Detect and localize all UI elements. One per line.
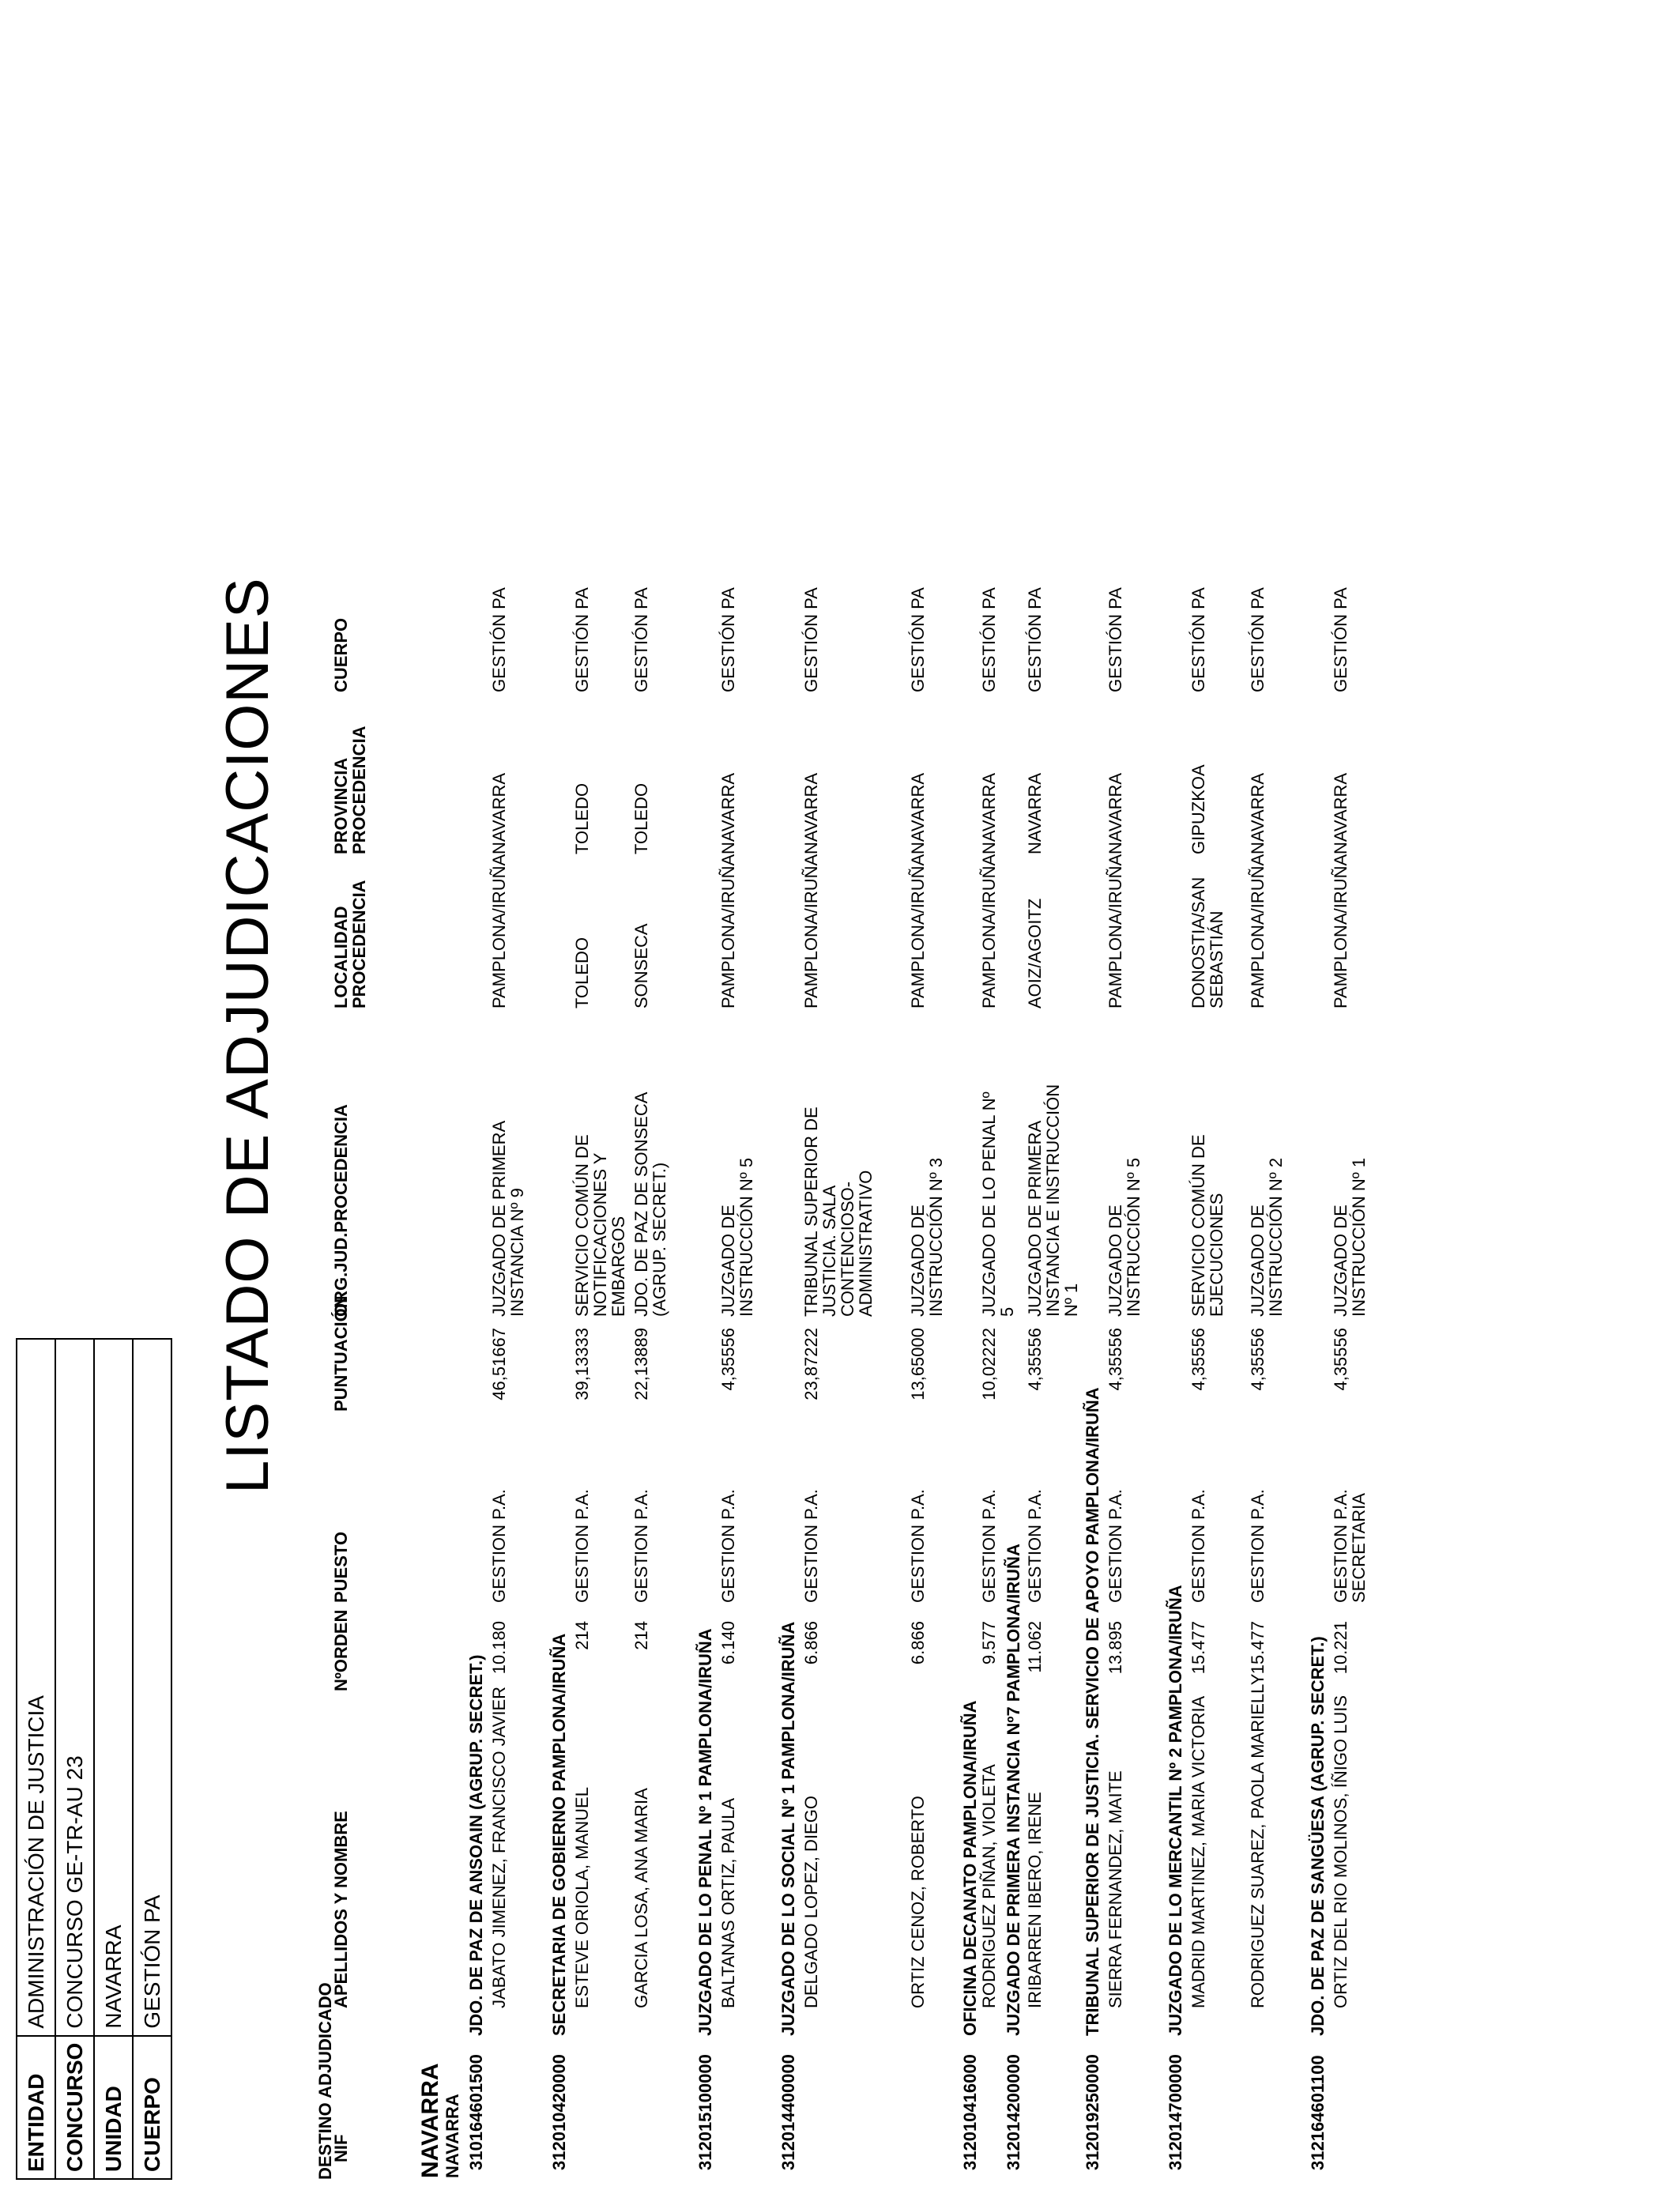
cell-provincia: NAVARRA — [1025, 772, 1045, 854]
cell-cuerpo: GESTIÓN PA — [1248, 587, 1268, 692]
group-header — [778, 1622, 799, 2170]
info-row-unidad — [94, 1339, 133, 2179]
cell-nombre: GARCIA LOSA, ANA MARIA — [631, 1788, 651, 2008]
cell-org: TRIBUNAL SUPERIOR DE JUSTICIA. SALA CONTENCIOSO-ADMINISTRATIVO — [801, 1106, 876, 1317]
cell-provincia: NAVARRA — [1106, 772, 1125, 854]
cell-provincia: NAVARRA — [801, 772, 821, 854]
info-row-concurso — [55, 1339, 94, 2179]
cell-localidad: PAMPLONA/IRUÑA — [489, 854, 509, 1008]
cell-localidad: PAMPLONA/IRUÑA — [718, 854, 738, 1008]
cell-puesto: GESTION P.A. SECRETARIA — [1331, 1489, 1369, 1603]
cell-puesto: GESTION P.A. — [489, 1489, 509, 1603]
group-name: SECRETARIA DE GOBIERNO PAMPLONA/IRUÑA — [549, 1633, 569, 2036]
group-header — [1308, 1636, 1328, 2170]
cell-localidad: PAMPLONA/IRUÑA — [979, 854, 999, 1008]
cell-cuerpo: GESTIÓN PA — [801, 587, 821, 692]
cell-nombre: RODRIGUEZ PIÑAN, VIOLETA — [979, 1764, 999, 2008]
cell-cuerpo: GESTIÓN PA — [1331, 587, 1350, 692]
cell-org: JUZGADO DE INSTRUCCIÓN Nº 1 — [1331, 1157, 1369, 1317]
info-value: CONCURSO GE-TR-AU 23 — [55, 1339, 94, 2036]
cell-localidad: PAMPLONA/IRUÑA — [908, 854, 928, 1008]
header-destino: DESTINO ADJUDICADO — [315, 1982, 335, 2180]
cell-puesto: GESTION P.A. — [908, 1489, 928, 1603]
header-nif: NIF — [331, 2134, 351, 2162]
cell-cuerpo: GESTIÓN PA — [1106, 587, 1125, 692]
cell-orden: 13.895 — [1106, 1621, 1125, 1675]
group-nif: 310164601500 — [466, 2054, 486, 2170]
cell-provincia: TOLEDO — [572, 782, 592, 854]
cell-org: SERVICIO COMÚN DE NOTIFICACIONES Y EMBARGOS — [572, 1134, 629, 1317]
cell-orden: 6.866 — [801, 1621, 821, 1665]
group-name: JUZGADO DE LO PENAL Nº 1 PAMPLONA/IRUÑA — [695, 1628, 715, 2036]
cell-provincia: NAVARRA — [1248, 772, 1268, 854]
cell-org: JUZGADO DE PRIMERA INSTANCIA Nº 9 — [489, 1122, 528, 1317]
group-nif: 312014400000 — [778, 2054, 798, 2170]
header-cuerpo: CUERPO — [331, 617, 351, 692]
group-nif: 312014200000 — [1004, 2054, 1023, 2170]
cell-provincia: TOLEDO — [631, 782, 651, 854]
cell-puesto: GESTION P.A. — [1248, 1489, 1268, 1603]
info-value: NAVARRA — [94, 1339, 133, 2036]
cell-orden: 10.221 — [1331, 1621, 1350, 1675]
group-header — [466, 1655, 487, 2170]
region-subtitle: NAVARRA — [443, 2094, 462, 2178]
cell-puntuacion: 4,35556 — [1188, 1328, 1208, 1391]
info-value: ADMINISTRACIÓN DE JUSTICIA — [17, 1339, 55, 2036]
group-header — [549, 1634, 570, 2170]
cell-nombre: DELGADO LOPEZ, DIEGO — [801, 1796, 821, 2008]
cell-org: JUZGADO DE PRIMERA INSTANCIA E INSTRUCCIÓN Nº 1 — [1025, 1084, 1082, 1317]
info-row-entidad — [17, 1339, 55, 2179]
header-nombre: APELLIDOS Y NOMBRE — [331, 1811, 351, 2008]
group-nif: 312010416000 — [960, 2054, 980, 2170]
cell-puntuacion: 23,87222 — [801, 1328, 821, 1400]
cell-localidad: TOLEDO — [572, 937, 592, 1008]
cell-cuerpo: GESTIÓN PA — [489, 587, 509, 692]
group-nif: 312014700000 — [1166, 2054, 1185, 2170]
cell-orden: 15.477 — [1248, 1621, 1268, 1675]
region-title: NAVARRA — [417, 2063, 443, 2178]
group-name: JUZGADO DE PRIMERA INSTANCIA Nº7 PAMPLONA/IRUÑA — [1004, 1544, 1023, 2036]
group-header — [1166, 1585, 1186, 2170]
cell-orden: 214 — [631, 1621, 651, 1650]
cell-puntuacion: 13,65000 — [908, 1328, 928, 1400]
group-name: JDO. DE PAZ DE SANGÜESA (AGRUP. SECRET.) — [1308, 1636, 1328, 2036]
cell-orden: 15.477 — [1188, 1621, 1208, 1675]
cell-localidad: PAMPLONA/IRUÑA — [801, 854, 821, 1008]
cell-nombre: RODRIGUEZ SUAREZ, PAOLA MARIELLY — [1248, 1673, 1268, 2008]
cell-puntuacion: 10,02222 — [979, 1328, 999, 1400]
cell-cuerpo: GESTIÓN PA — [718, 587, 738, 692]
cell-puesto: GESTION P.A. — [1025, 1489, 1045, 1603]
header-provincia: PROVINCIA PROCEDENCIA — [331, 726, 370, 854]
cell-orden: 10.180 — [489, 1621, 509, 1675]
group-header — [1083, 1387, 1103, 2170]
cell-nombre: ESTEVE ORIOLA, MANUEL — [572, 1787, 592, 2008]
cell-cuerpo: GESTIÓN PA — [572, 587, 592, 692]
cell-orden: 11.062 — [1025, 1621, 1045, 1673]
cell-cuerpo: GESTIÓN PA — [1188, 587, 1208, 692]
cell-puntuacion: 39,13333 — [572, 1328, 592, 1400]
cell-org: JUZGADO DE LO PENAL Nº 5 — [979, 1091, 1018, 1317]
cell-orden: 6.140 — [718, 1621, 738, 1665]
cell-nombre: ORTIZ DEL RIO MOLINOS, ÍÑIGO LUIS — [1331, 1695, 1350, 2008]
cell-puesto: GESTION P.A. — [718, 1489, 738, 1603]
cell-puesto: GESTION P.A. — [631, 1489, 651, 1603]
group-name: JUZGADO DE LO SOCIAL Nº 1 PAMPLONA/IRUÑA — [778, 1621, 798, 2036]
cell-localidad: PAMPLONA/IRUÑA — [1248, 854, 1268, 1008]
cell-orden: 214 — [572, 1621, 592, 1650]
cell-nombre: IRIBARREN IBERO, IRENE — [1025, 1792, 1045, 2008]
cell-puntuacion: 4,35556 — [1331, 1328, 1350, 1391]
cell-orden: 6.866 — [908, 1621, 928, 1665]
header-puesto: PUESTO — [331, 1531, 351, 1603]
cell-cuerpo: GESTIÓN PA — [908, 587, 928, 692]
info-box — [16, 1338, 172, 2180]
group-header — [960, 1700, 981, 2170]
info-key: CUERPO — [133, 2036, 171, 2179]
cell-cuerpo: GESTIÓN PA — [979, 587, 999, 692]
cell-puntuacion: 4,35556 — [1106, 1328, 1125, 1391]
cell-puesto: GESTION P.A. — [572, 1489, 592, 1603]
cell-localidad: PAMPLONA/IRUÑA — [1331, 854, 1350, 1008]
header-localidad: LOCALIDAD PROCEDENCIA — [331, 880, 370, 1008]
cell-puesto: GESTION P.A. — [1188, 1489, 1208, 1603]
cell-nombre: SIERRA FERNANDEZ, MAITE — [1106, 1770, 1125, 2008]
cell-localidad: PAMPLONA/IRUÑA — [1106, 854, 1125, 1008]
cell-puntuacion: 22,13889 — [631, 1328, 651, 1400]
group-nif: 312019250000 — [1083, 2054, 1102, 2170]
cell-nombre: MADRID MARTINEZ, MARIA VICTORIA — [1188, 1695, 1208, 2008]
cell-localidad: AOIZ/AGOITZ — [1025, 898, 1045, 1008]
info-value: GESTIÓN PA — [133, 1339, 171, 2036]
group-name: JDO. DE PAZ DE ANSOAIN (AGRUP. SECRET.) — [466, 1654, 486, 2036]
cell-puntuacion: 4,35556 — [1248, 1328, 1268, 1391]
cell-puntuacion: 4,35556 — [1025, 1328, 1045, 1391]
cell-cuerpo: GESTIÓN PA — [631, 587, 651, 692]
info-key: CONCURSO — [55, 2036, 94, 2179]
cell-nombre: ORTIZ CENOZ, ROBERTO — [908, 1796, 928, 2008]
cell-provincia: GIPUZKOA — [1188, 764, 1208, 854]
group-nif: 312010420000 — [549, 2054, 569, 2170]
group-header — [695, 1628, 716, 2170]
cell-provincia: NAVARRA — [908, 772, 928, 854]
cell-puntuacion: 46,51667 — [489, 1328, 509, 1400]
group-nif: 312164601100 — [1308, 2055, 1328, 2170]
cell-puesto: GESTION P.A. — [979, 1489, 999, 1603]
cell-localidad: SONSECA — [631, 923, 651, 1008]
cell-cuerpo: GESTIÓN PA — [1025, 587, 1045, 692]
info-key: ENTIDAD — [17, 2036, 55, 2179]
cell-org: JUZGADO DE INSTRUCCIÓN Nº 3 — [908, 1157, 947, 1317]
header-org: ORG.JUD.PROCEDENCIA — [331, 1104, 351, 1317]
cell-provincia: NAVARRA — [489, 772, 509, 854]
header-orden: NºORDEN — [331, 1609, 351, 1691]
group-name: JUZGADO DE LO MERCANTIL Nº 2 PAMPLONA/IRUÑA — [1166, 1585, 1185, 2036]
group-header — [1004, 1544, 1024, 2170]
cell-provincia: NAVARRA — [718, 772, 738, 854]
info-key: UNIDAD — [94, 2036, 133, 2179]
cell-org: JUZGADO DE INSTRUCCIÓN Nº 5 — [1106, 1157, 1144, 1317]
cell-puesto: GESTION P.A. — [801, 1489, 821, 1603]
cell-nombre: JABATO JIMENEZ, FRANCISCO JAVIER — [489, 1686, 509, 2008]
cell-nombre: BALTANAS ORTIZ, PAULA — [718, 1797, 738, 2008]
document-title: LISTADO DE ADJUDICACIONES — [214, 577, 281, 1494]
cell-provincia: NAVARRA — [979, 772, 999, 854]
cell-puesto: GESTION P.A. — [1106, 1489, 1125, 1603]
cell-provincia: NAVARRA — [1331, 772, 1350, 854]
group-nif: 312015100000 — [695, 2054, 715, 2170]
cell-orden: 9.577 — [979, 1621, 999, 1665]
info-row-cuerpo — [133, 1339, 171, 2179]
cell-puntuacion: 4,35556 — [718, 1328, 738, 1391]
header-puntuacion: PUNTUACIÓN — [331, 1295, 351, 1412]
cell-org: JDO. DE PAZ DE SONSECA (AGRUP. SECRET.) — [631, 1092, 670, 1317]
group-name: TRIBUNAL SUPERIOR DE JUSTICIA. SERVICIO DE APOYO PAMPLONA/IRUÑA — [1083, 1387, 1102, 2036]
cell-org: SERVICIO COMÚN DE EJECUCIONES — [1188, 1134, 1227, 1317]
cell-org: JUZGADO DE INSTRUCCIÓN Nº 5 — [718, 1157, 757, 1317]
group-name: OFICINA DECANATO PAMPLONA/IRUÑA — [960, 1700, 980, 2036]
cell-localidad: DONOSTIA/SAN SEBASTIÁN — [1188, 876, 1227, 1008]
cell-org: JUZGADO DE INSTRUCCIÓN Nº 2 — [1248, 1157, 1286, 1317]
